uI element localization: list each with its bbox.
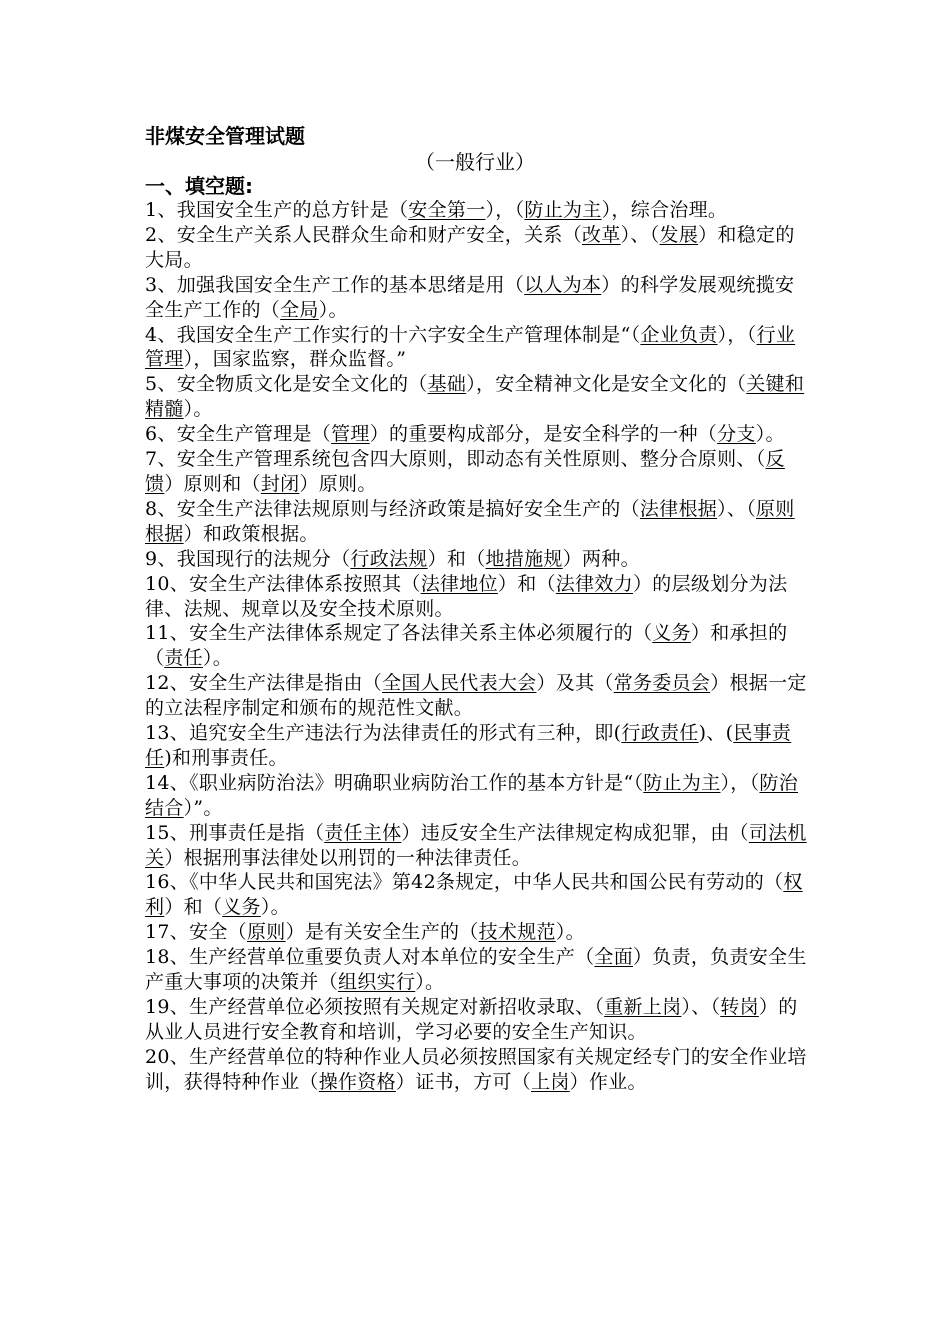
answer-blank: 行政责任 (621, 722, 699, 745)
answer-blank: 法律效力 (555, 572, 633, 595)
answer-blank: 行政法规 (350, 547, 428, 570)
question-text: 20、生产经营单位的特种作业人员必须按照国家有关规定经专门的安全作业培训，获得特种作业（ (145, 1045, 807, 1093)
question-text: ）的科学发展观统揽安全生产工作的（ (145, 273, 795, 321)
document-page (145, 122, 810, 1095)
question-text: 7、安全生产管理系统包含四大原则，即动态有关性原则、整分合原则、（ (145, 448, 766, 471)
question-text: )、( (698, 722, 734, 745)
answer-blank: 改革 (582, 223, 621, 246)
question-text: ）证书，方可（ (395, 1070, 532, 1093)
question-text: ）和稳定的大局。 (145, 223, 795, 271)
question-text: ）。 (183, 398, 213, 421)
question-text: ），国家监察，群众监督。” (183, 348, 407, 371)
question-text: ）是有关安全生产的（ (285, 921, 479, 944)
answer-blank: 权利 (145, 871, 803, 919)
answer-blank: 民事责任 (145, 722, 792, 769)
question-text: 18、生产经营单位重要负责人对本单位的安全生产（ (145, 946, 595, 969)
answer-blank: 全国人民代表大会 (382, 672, 537, 695)
question-text: ）两种。 (562, 547, 640, 570)
question-text: ），（ (717, 323, 757, 346)
question-text: ）违反安全生产法律规定构成犯罪，由（ (401, 821, 749, 844)
answer-blank: 全局 (280, 298, 319, 321)
question-text: ）。 (755, 423, 785, 446)
answer-blank: 反馈 (145, 448, 785, 495)
question-text: 5、安全物质文化是安全文化的（ (145, 373, 428, 396)
question-text: ）。 (202, 647, 233, 670)
question-item (145, 323, 810, 373)
question-text: ）和承担的（ (145, 622, 788, 670)
answer-blank: 企业负责 (640, 323, 718, 346)
question-item (145, 1045, 810, 1095)
question-item (145, 671, 810, 721)
question-text: ），综合治理。 (601, 199, 728, 221)
question-text: ）原则。 (299, 472, 377, 495)
question-item (145, 621, 810, 671)
question-list (145, 198, 810, 1095)
question-text: ）原则和（ (164, 472, 261, 495)
question-text: ）作业。 (569, 1070, 647, 1093)
question-text: 2、安全生产关系人民群众生命和财产安全，关系（ (145, 223, 582, 246)
question-text: ）及其（ (536, 672, 614, 695)
answer-blank: 防治结合 (145, 771, 799, 819)
answer-blank: 全面 (594, 946, 633, 969)
question-item (145, 870, 810, 920)
answer-blank: 司法机关 (145, 821, 807, 869)
question-text: ），安全精神文化是安全文化的（ (466, 373, 747, 396)
question-text: 14、《职业病防治法》明确职业病防治工作的基本方针是“（ (145, 771, 644, 794)
answer-blank: 分支 (717, 423, 756, 446)
question-text: )和刑事责任。 (164, 746, 288, 769)
answer-blank: 防止为主 (524, 199, 602, 221)
answer-blank: 发展 (659, 223, 699, 246)
question-text: ）的从业人员进行安全教育和培训，学习必要的安全生产知识。 (145, 996, 798, 1043)
answer-blank: 义务 (222, 896, 261, 919)
question-item (145, 422, 810, 447)
answer-blank: 安全第一 (408, 199, 486, 221)
question-text: 9、我国现行的法规分（ (145, 547, 351, 570)
answer-blank: 行业管理 (145, 323, 796, 371)
question-item (145, 995, 810, 1045)
answer-blank: 地措施规 (485, 547, 563, 570)
question-item (145, 447, 810, 497)
question-text: 19、生产经营单位必须按照有关规定对新招收录取、（ (145, 996, 605, 1018)
answer-blank: 技术规范 (478, 921, 556, 944)
question-text: ）根据一定的立法程序制定和颁布的规范性文献。 (145, 672, 807, 720)
answer-blank: 责任 (164, 647, 203, 670)
answer-blank: 操作资格 (318, 1070, 396, 1093)
answer-blank: 责任主体 (324, 821, 402, 844)
answer-blank: 义务 (652, 622, 691, 645)
document-subtitle: （一般行业） (415, 150, 535, 174)
answer-blank: 法律根据 (639, 497, 718, 520)
answer-blank: 上岗 (531, 1070, 570, 1093)
question-text: 11、安全生产法律体系规定了各法律关系主体必须履行的（ (145, 622, 653, 645)
question-item (145, 273, 810, 323)
question-text: ）和政策根据。 (183, 522, 319, 545)
answer-blank: 转岗 (720, 996, 759, 1018)
document-title: 非煤安全管理试题 (145, 124, 305, 148)
question-text: ）、（ (717, 497, 756, 520)
question-text: ），（ (720, 771, 760, 794)
answer-blank: 封闭 (260, 472, 300, 495)
question-item (145, 547, 810, 572)
answer-blank: 原则 (246, 921, 286, 944)
question-text: 12、安全生产法律是指由（ (145, 672, 383, 695)
answer-blank: 重新上岗 (604, 996, 682, 1018)
section-heading: 一、填空题: (145, 174, 253, 198)
question-item (145, 821, 810, 871)
question-item (145, 721, 810, 771)
question-text: ）和（ (164, 896, 223, 919)
question-text: ）、（ (620, 223, 660, 246)
answer-blank: 组织实行 (338, 971, 416, 994)
question-text: ）。 (415, 971, 445, 994)
question-text: ）的层级划分为法律、法规、规章以及安全技术原则。 (145, 572, 788, 620)
question-text: ）和（ (497, 572, 556, 595)
question-text: 13、追究安全生产违法行为法律责任的形式有三种，即( (145, 722, 622, 745)
question-text: ）根据刑事法律处以刑罚的一种法律责任。 (164, 846, 532, 869)
answer-blank: 法律地位 (420, 572, 498, 595)
question-text: ）。 (555, 921, 585, 944)
question-text: ）和（ (427, 547, 486, 570)
question-item (145, 771, 810, 821)
question-item (145, 572, 810, 622)
question-item (145, 945, 810, 995)
question-text: ）负责，负责安全生产重大事项的决策并（ (145, 946, 807, 994)
question-text: 15、刑事责任是指（ (145, 821, 325, 844)
question-item (145, 223, 810, 273)
question-text: ）的重要构成部分，是安全科学的一种（ (369, 423, 718, 446)
question-text: ）”。 (183, 796, 223, 819)
question-item (145, 497, 810, 547)
question-text: 10、安全生产法律体系按照其（ (145, 572, 421, 595)
question-text: 4、我国安全生产工作实行的十六字安全生产管理体制是“（ (145, 323, 641, 346)
question-text: ）。 (318, 298, 348, 321)
question-text: 17、安全（ (145, 921, 247, 944)
question-text: 1、我国安全生产的总方针是（ (145, 199, 409, 221)
answer-blank: 关键和精髓 (145, 373, 805, 421)
answer-blank: 防止为主 (643, 771, 721, 794)
answer-blank: 以人为本 (524, 273, 602, 296)
answer-blank: 管理 (331, 423, 370, 446)
question-text: 8、安全生产法律法规原则与经济政策是搞好安全生产的（ (145, 497, 640, 520)
question-item (145, 198, 810, 223)
answer-blank: 常务委员会 (613, 672, 711, 695)
question-item (145, 920, 810, 945)
question-text: 6、安全生产管理是（ (145, 423, 332, 446)
answer-blank: 基础 (427, 373, 467, 396)
question-item (145, 372, 810, 422)
question-text: ）、（ (681, 996, 721, 1018)
answer-blank: 原则根据 (145, 497, 795, 545)
question-text: ），（ (485, 199, 525, 221)
question-text: 16、《中华人民共和国宪法》第42条规定，中华人民共和国公民有劳动的（ (145, 871, 784, 894)
question-text: ）。 (260, 896, 290, 919)
question-text: 3、加强我国安全生产工作的基本思绪是用（ (145, 273, 525, 296)
